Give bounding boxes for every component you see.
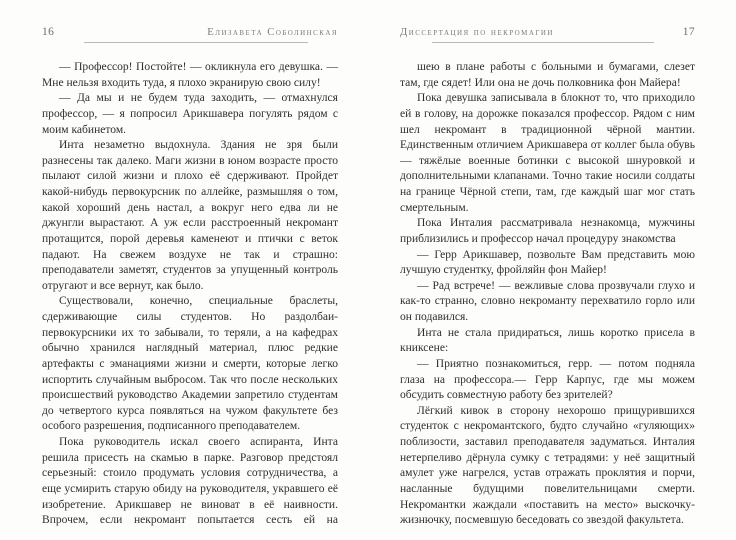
left-page-header-rule [84,42,308,43]
right-page-body-text [400,60,695,529]
right-page-folio: 17 [682,26,695,38]
paragraph: Пока девушка записывала в блокнот то, что приходило ей в голову, на дорожке показался профессор. Рядом с ним шел некромант в традиционной чёрной мантии. Единственным отличием Арикшавера от коллег была обувь — тяжёлые военные ботинки с высокой шнуровкой и дополнительными клапанами. Точно такие носили солдаты на границе Чёрной степи, там, где каждый шаг мог стать смертельным. [400,92,695,214]
paragraph: — Герр Арикшавер, позвольте Вам представить мою лучшую студентку, фройляйн фон Майер! [400,248,695,277]
right-page-running-title: Диссертация по некромагии [400,26,554,38]
paragraph: — Профессор! Постойте! — окликнула его девушка. — Мне нельзя входить туда, я плохо экранирую свою силу! [42,61,338,89]
paragraph: Инта не стала придираться, лишь коротко присела в книксене: [400,326,695,355]
right-page [368,0,736,540]
paragraph: Пока Инталия рассматривала незнакомца, мужчины приблизились и профессор начал процедуру знакомства [400,217,695,245]
right-page-header-rule [432,42,654,43]
left-page-folio: 16 [42,26,55,38]
left-page-running-head [42,26,338,48]
right-page-running-head [400,26,695,48]
paragraph: — Да мы и не будем туда заходить, — отмахнулся профессор, — я попросил Арикшавера погулять рядом с моим кабинетом. [42,92,338,136]
left-page-running-title: Елизавета Соболинская [207,26,338,38]
paragraph: — Приятно познакомиться, герр. — потом подняла глаза на профессора.— Герр Карпус, где мы можем обсудить совместную работу без зрителей? [400,357,695,402]
paragraph: Пока руководитель искал своего аспиранта, Инта решила присесть на скамью в парке. Разговор предстоял серьезный: стоило продумать условия сотрудничества, а еще усмирить старую обиду на руководителя, укравшего её изобретение. Арикшавер не виноват в её наивности. Впрочем, если некромант попытается сесть ей на [42,436,338,527]
left-page-body-text [42,60,338,529]
paragraph: шею в плане работы с больными и бумагами, слезет там, где сядет! Или она не дочь полковника фон Майера! [400,61,695,89]
paragraph: Лёгкий кивок в сторону нехорошо прищурившихся студенток с некромантского, будто случайно «гуляющих» поблизости, заставил преподавателя задуматься. Инталия нетерпеливо дёрнула сумку с тетрадями: у неё защитный амулет уже нагрелся, устав отражать проклятия и порчи, насланные будущими повелительницами смерти. Некромантки жаждали «поставить на место» выскочку-жизнючку, посмевшую беседовать со звездой факультета. [400,404,695,527]
paragraph: — Рад встрече! — вежливые слова прозвучали глухо и как-то странно, словно некроманту перехватило горло или он подавился. [400,279,695,323]
paragraph: Существовали, конечно, специальные браслеты, сдерживающие силы студентов. Но раздолбаи-первокурсники их то забывали, то теряли, а на кафедрах обычно хранился наглядный материал, плюс редкие артефакты с эманациями жизни и смерти, которые легко испортить случайным выбросом. Так что после нескольких происшествий руководство Академии запретило студентам до четвертого курса появляться на чужом факультете без особого разрешения, подписанного преподавателем. [42,295,338,433]
paragraph: Инта незаметно выдохнула. Здания не зря были разнесены так далеко. Маги жизни в юном возрасте просто пылают силой жизни и плохо её сдерживают. Пройдет какой-нибудь первокурсник по аллейке, размышляя о том, какой хороший день настал, а вокруг него едва ли не джунгли вырастают. А уж если расстроенный некромант протащится, порой деревья каменеют и птички с веток падают. На свежем воздухе не так и страшно: преподаватели заметят, студентов за упущенный контроль отругают и все вернут, как было. [42,139,338,292]
